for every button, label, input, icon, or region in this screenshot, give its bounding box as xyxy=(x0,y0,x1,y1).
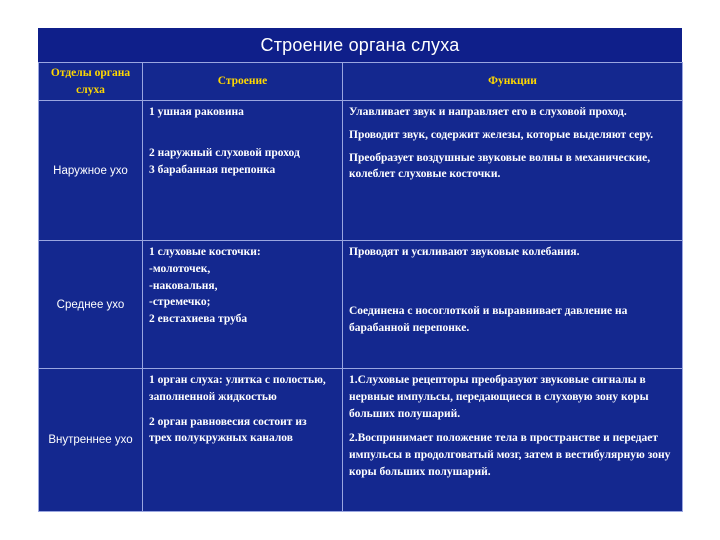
functions-cell xyxy=(343,241,683,369)
section-cell: Среднее ухо xyxy=(39,241,143,369)
functions-cell xyxy=(343,101,683,241)
structure-item: -наковальня, xyxy=(149,279,218,292)
header-functions: Функции xyxy=(343,63,683,101)
function-item: Соединена с носоглоткой и выравнивает давление на барабанной перепонке. xyxy=(349,305,628,334)
table-row-middle-ear xyxy=(39,241,683,369)
structure-item: 2 наружный слуховой проход xyxy=(149,147,300,160)
structure-cell xyxy=(143,241,343,369)
section-cell: Внутреннее ухо xyxy=(39,369,143,512)
table-row-inner-ear xyxy=(39,369,683,512)
section-cell: Наружное ухо xyxy=(39,101,143,241)
title-bar xyxy=(38,28,682,62)
functions-cell xyxy=(343,369,683,512)
structure-item: 2 евстахиева труба xyxy=(149,313,248,326)
structure-cell xyxy=(143,369,343,512)
ear-structure-table xyxy=(38,62,683,512)
structure-item: 2 орган равновесия состоит из xyxy=(149,415,307,428)
structure-item: 1 слуховые косточки: xyxy=(149,246,261,259)
slide-title: Строение органа слуха xyxy=(260,34,460,55)
function-item: Улавливает звук и направляет его в слуховой проход. xyxy=(349,106,627,119)
function-item: Проводят и усиливают звуковые колебания. xyxy=(349,246,580,259)
structure-item: -стремечко; xyxy=(149,296,211,309)
structure-item: -молоточек, xyxy=(149,263,211,276)
header-structure: Строение xyxy=(143,63,343,101)
function-item: Проводит звук, содержит железы, которые выделяют серу. xyxy=(349,129,654,142)
structure-item: 1 орган слуха: улитка с полостью, заполненной жидкостью xyxy=(149,374,326,404)
header-section: Отделы органа слуха xyxy=(39,63,143,101)
structure-item: трех полукружных каналов xyxy=(149,432,293,445)
function-item: Преобразует воздушные звуковые волны в механические, колеблет слуховые косточки. xyxy=(349,151,651,181)
table-row-outer-ear xyxy=(39,101,683,241)
function-item: 1.Слуховые рецепторы преобразуют звуковые сигналы в нервные импульсы, передающиеся в слуховую зону коры больших полушарий. xyxy=(349,374,649,420)
structure-item: 3 барабанная перепонка xyxy=(149,163,276,176)
structure-cell xyxy=(143,101,343,241)
structure-item: 1 ушная раковина xyxy=(149,106,244,119)
function-item: 2.Воспринимает положение тела в пространстве и передает импульсы в продолговатый мозг, затем в вестибулярную зону коры больших полушарий. xyxy=(349,432,671,478)
table-header-row xyxy=(39,63,683,101)
